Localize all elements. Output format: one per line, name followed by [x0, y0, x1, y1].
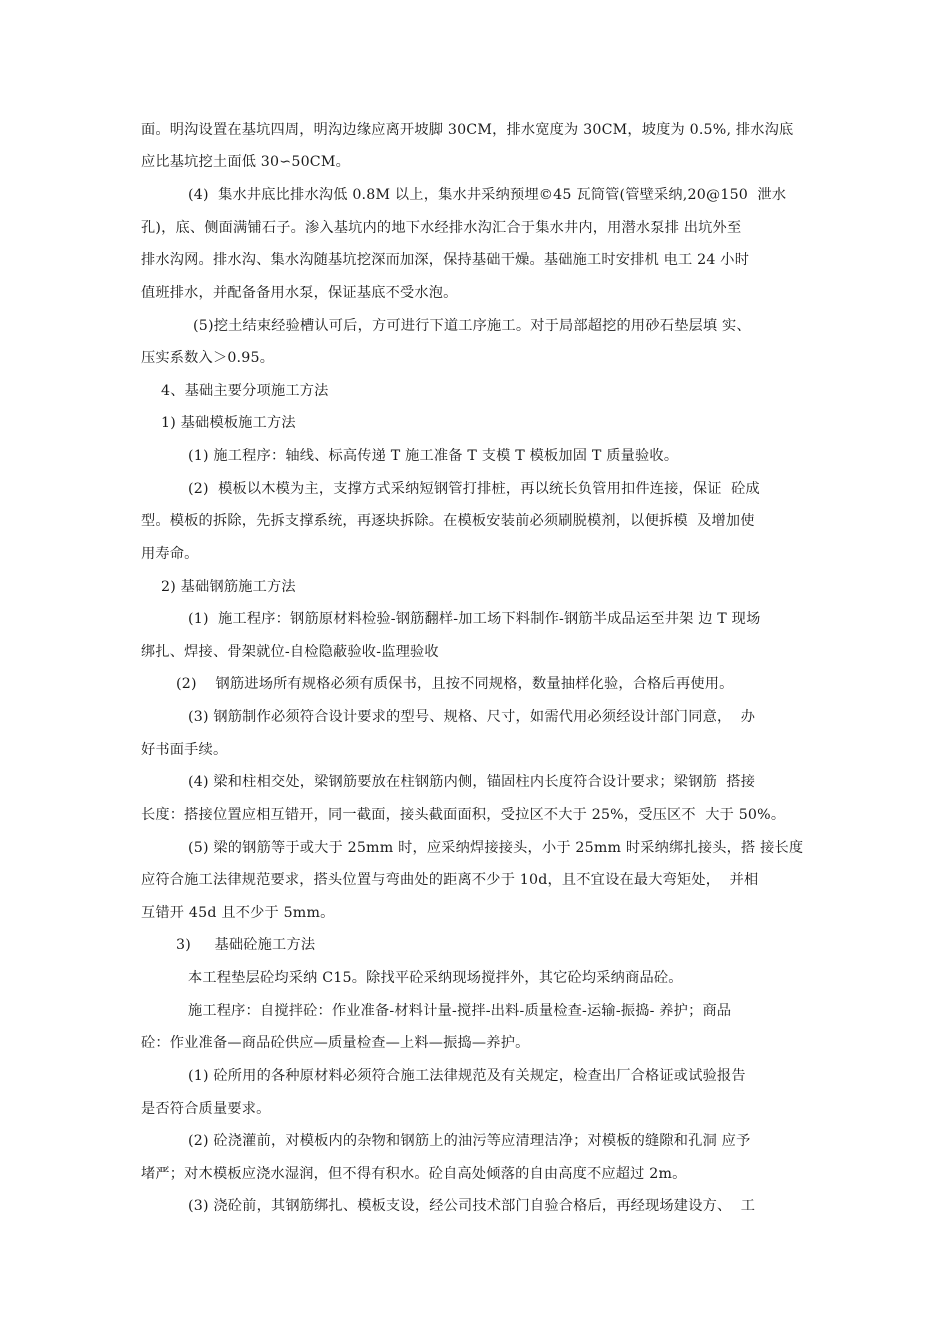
- text-line: 型。模板的拆除，先拆支撑系统，再逐块拆除。在模板安装前必须刷脱模剂，以便拆模 及增加使: [141, 513, 755, 529]
- text-line: (2) 钢筋进场所有规格必须有质保书，且按不同规格，数量抽样化验，合格后再使用。: [176, 676, 734, 692]
- text-line: 砼：作业准备—商品砼供应—质量检查—上料—振捣—养护。: [141, 1035, 530, 1051]
- text-line: (2) 砼浇灌前，对模板内的杂物和钢筋上的油污等应清理洁净；对模板的缝隙和孔洞 应予: [188, 1133, 751, 1149]
- text-line: 好书面手续。: [141, 742, 228, 758]
- subsection-heading: 2) 基础钢筋施工方法: [161, 579, 296, 595]
- subsection-heading: 3) 基础砼施工方法: [176, 937, 316, 953]
- text-line: 孔)，底、侧面满铺石子。渗入基坑内的地下水经排水沟汇合于集水井内，用潜水泵排 出坑外至: [141, 220, 742, 236]
- text-line: 互错开 45d 且不少于 5mm。: [141, 905, 335, 921]
- section-heading: 4、基础主要分项施工方法: [161, 383, 329, 399]
- text-line: 施工程序：自搅拌砼：作业准备-材料计量-搅拌-出料-质量检查-运输-振捣- 养护；商品: [188, 1003, 732, 1019]
- text-line: (4) 梁和柱相交处，梁钢筋要放在柱钢筋内侧，锚固柱内长度符合设计要求；梁钢筋 搭接: [188, 774, 756, 790]
- text-line: (3) 浇砼前，其钢筋绑扎、模板支设，经公司技术部门自验合格后，再经现场建设方、 工: [188, 1198, 756, 1214]
- text-line: 压实系数入＞0.95。: [141, 350, 275, 366]
- text-line: (4) 集水井底比排水沟低 0.8M 以上，集水井采纳预埋©45 瓦筒管(管壁采纳,20@150 泄水: [188, 187, 787, 203]
- text-line: (5) 梁的钢筋等于或大于 25mm 时，应采纳焊接接头，小于 25mm 时采纳绑扎接头，搭 接长度: [188, 840, 804, 856]
- text-line: 绑扎、焊接、骨架就位-自检隐蔽验收-监理验收: [141, 644, 439, 660]
- text-line: (1) 施工程序：轴线、标高传递 T 施工准备 T 支模 T 模板加固 T 质量验收。: [188, 448, 679, 464]
- text-line: 长度：搭接位置应相互错开，同一截面，接头截面面积，受拉区不大于 25%，受压区不 大于 50%。: [141, 807, 786, 823]
- text-line: 排水沟网。排水沟、集水沟随基坑挖深而加深，保持基础干燥。基础施工时安排机 电工 24 小时: [141, 252, 750, 268]
- text-line: 应比基坑挖土面低 30∽50CM。: [141, 154, 350, 170]
- text-line: 是否符合质量要求。: [141, 1101, 271, 1117]
- text-line: (1) 砼所用的各种原材料必须符合施工法律规范及有关规定，检查出厂合格证或试验报告: [188, 1068, 746, 1084]
- text-line: 面。明沟设置在基坑四周，明沟边缘应离开坡脚 30CM，排水宽度为 30CM，坡度为 0.5%, 排水沟底: [141, 122, 794, 138]
- text-line: (1) 施工程序：钢筋原材料检验-钢筋翻样-加工场下料制作-钢筋半成品运至井架 边 T 现场: [188, 611, 761, 627]
- text-line: 应符合施工法律规范要求，搭头位置与弯曲处的距离不少于 10d，且不宜设在最大弯矩处， 并相: [141, 872, 759, 888]
- text-line: 堵严；对木模板应浇水湿润，但不得有积水。砼自高处倾落的自由高度不应超过 2m。: [141, 1166, 687, 1182]
- text-line: (2) 模板以木模为主，支撑方式采纳短钢管打排桩，再以统长负管用扣件连接，保证 砼成: [188, 481, 760, 497]
- text-line: 值班排水，并配备备用水泵，保证基底不受水泡。: [141, 285, 458, 301]
- text-line: 本工程垫层砼均采纳 C15。除找平砼采纳现场搅拌外，其它砼均采纳商品砼。: [188, 970, 683, 986]
- subsection-heading: 1) 基础模板施工方法: [161, 415, 296, 431]
- text-line: (5)挖土结束经验槽认可后，方可进行下道工序施工。对于局部超挖的用砂石垫层填 实、: [193, 318, 751, 334]
- text-line: (3) 钢筋制作必须符合设计要求的型号、规格、尺寸，如需代用必须经设计部门同意， 办: [188, 709, 756, 725]
- text-line: 用寿命。: [141, 546, 199, 562]
